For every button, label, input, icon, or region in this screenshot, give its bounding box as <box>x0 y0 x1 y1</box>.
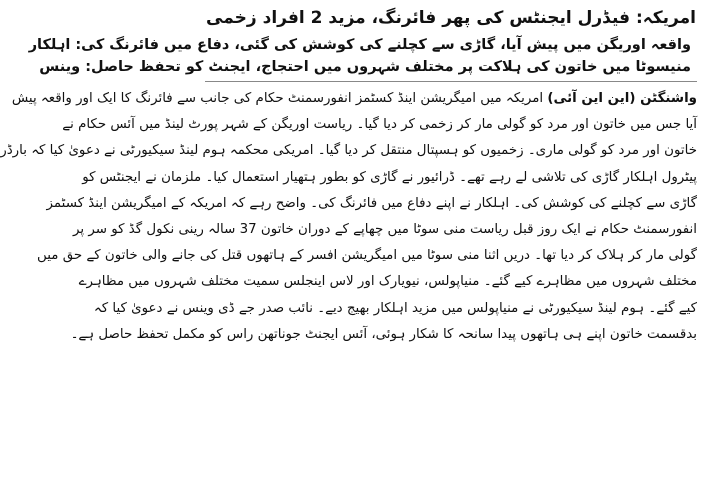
body-line-1-text: امریکہ میں امیگریشن اینڈ کسٹمز انفورسمنٹ حکام کی جانب سے فائرنگ کا ایک اور واقعہ پیش <box>11 91 544 106</box>
body-line-7: گولی مار کر ہلاک کر دیا تھا۔ دریں اثنا منی سوٹا میں امیگریشن افسر کے ہاتھوں قتل کی جانے والی خاتون کے حق میں <box>37 248 697 264</box>
dateline: واشنگٹن (این این آئی) <box>547 91 697 106</box>
body-line-1 <box>11 86 697 112</box>
body-line-5: گاڑی سے کچلنے کی کوشش کی۔ اہلکار نے اپنے دفاع میں فائرنگ کی۔ واضح رہے کہ امریکہ کے امیگریشن اینڈ کسٹمز <box>46 195 697 211</box>
divider <box>205 81 697 82</box>
body-line-8: مختلف شہروں میں مظاہرے کیے گئے۔ منیاپولس، نیویارک اور لاس اینجلس سمیت مختلف شہروں میں مظاہرے <box>78 274 697 290</box>
subhead-1: واقعہ اوریگن میں پیش آیا، گاڑی سے کچلنے کی کوشش کی گئی، دفاع میں فائرنگ کی: اہلکار <box>28 37 691 53</box>
body-line-4: پیٹرول اہلکار گاڑی کی تلاشی لے رہے تھے۔ ڈرائیور نے گاڑی کو بطور ہتھیار استعمال کیا۔ ملزمان نے ایجنٹس کو <box>82 169 697 185</box>
body-line-9: کیے گئے۔ ہوم لینڈ سیکیورٹی نے منیاپولس میں مزید اہلکار بھیج دیے۔ نائب صدر جے ڈی وینس نے دعویٰ کیا کہ <box>93 300 697 316</box>
headline: امریکہ: فیڈرل ایجنٹس کی پھر فائرنگ، مزید 2 افراد زخمی <box>206 8 696 28</box>
body-line-3: خاتون اور مرد کو گولی ماری۔ زخمیوں کو ہسپتال منتقل کر دیا گیا۔ امریکی محکمہ ہوم لینڈ سیکیورٹی نے دعویٰ کیا کہ بارڈر <box>0 143 697 159</box>
subhead-2: منیسوٹا میں خاتون کی ہلاکت پر مختلف شہروں میں احتجاج، ایجنٹ کو تحفظ حاصل: وینس <box>39 59 691 75</box>
body-line-10: بدقسمت خاتون اپنے ہی ہاتھوں پیدا سانحہ کا شکار ہوئی، آئس ایجنٹ جوناتھن راس کو مکمل تحفظ حاصل ہے۔ <box>70 326 697 342</box>
body-line-6: انفورسمنٹ حکام نے ایک روز قبل ریاست منی سوٹا میں چھاپے کے دوران خاتون 37 سالہ رینی نکول گڈ کو سر پر <box>72 222 697 238</box>
body-line-2: آیا جس میں خاتون اور مرد کو گولی مار کر زخمی کر دیا گیا۔ ریاست اوریگن کے شہر پورٹ لینڈ میں آئس حکام نے <box>62 117 697 133</box>
